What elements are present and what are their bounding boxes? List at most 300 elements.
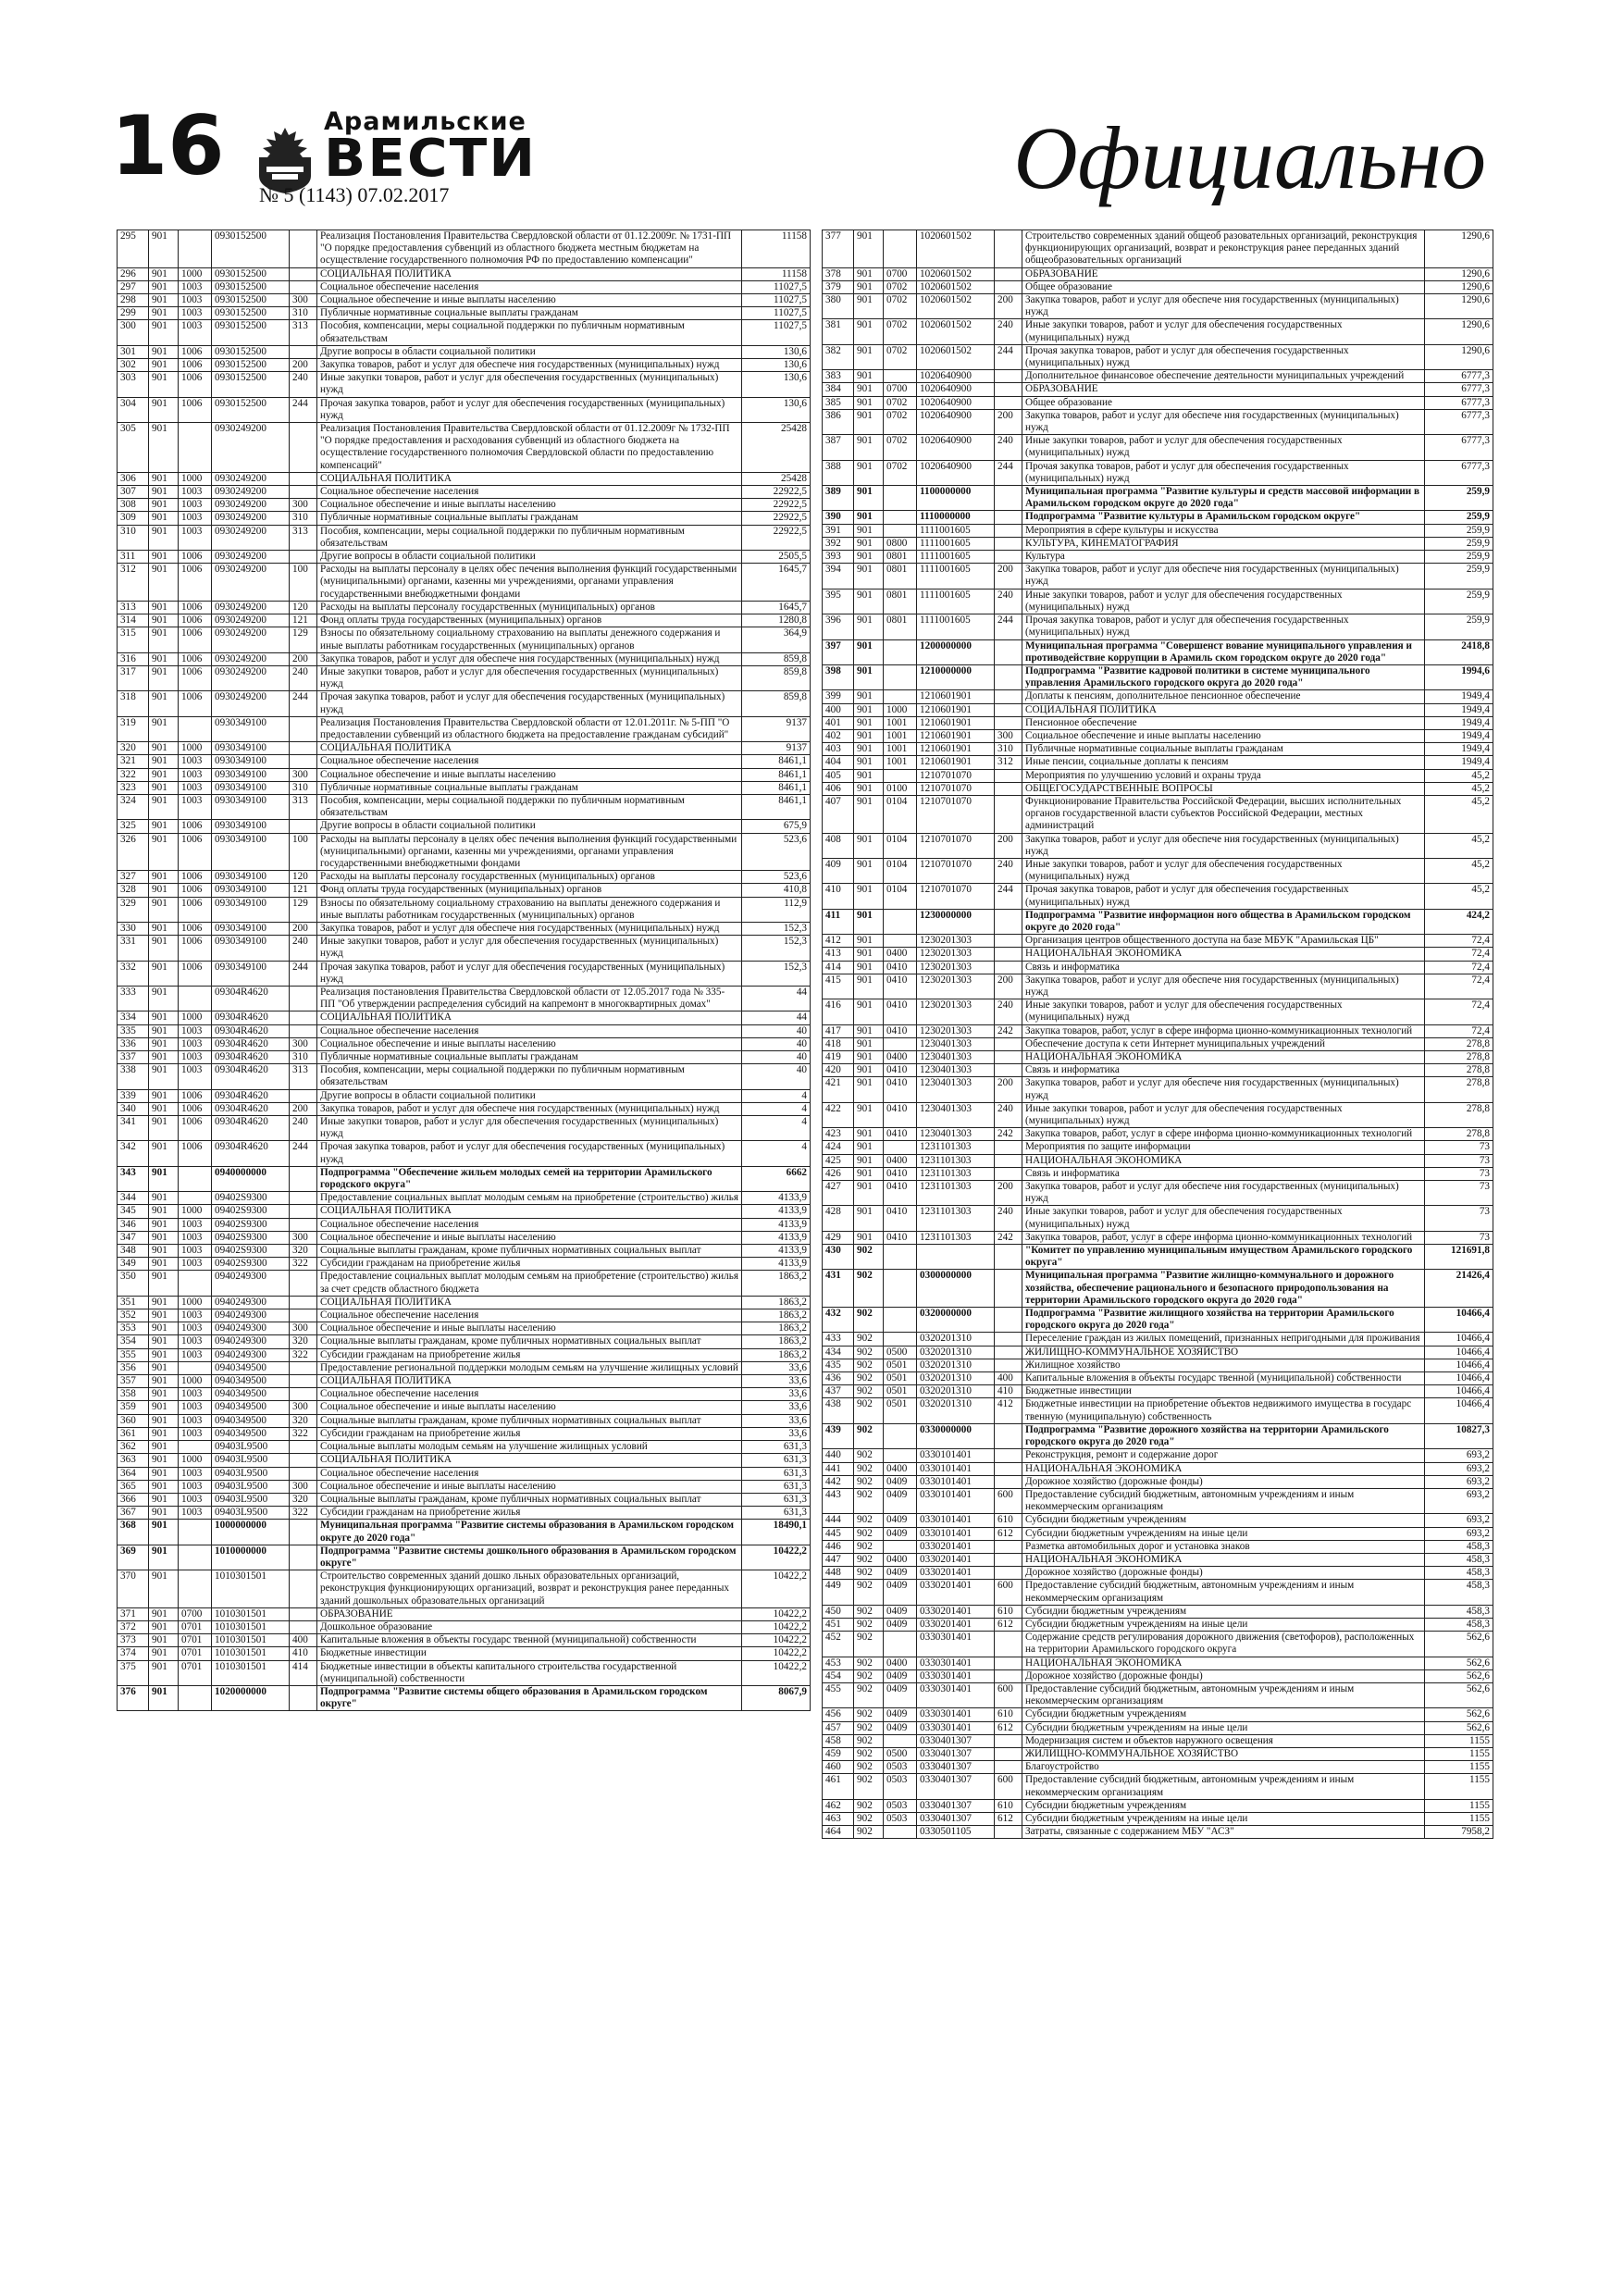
table-row bbox=[823, 564, 1493, 589]
row-number: 313 bbox=[118, 601, 149, 614]
amount: 8461,1 bbox=[742, 768, 811, 781]
expense-type-code: 242 bbox=[995, 1231, 1022, 1244]
amount: 33,6 bbox=[742, 1401, 811, 1414]
table-row bbox=[118, 372, 811, 397]
expense-type-code bbox=[290, 1454, 317, 1467]
section-code: 0701 bbox=[179, 1634, 212, 1647]
expense-name: СОЦИАЛЬНАЯ ПОЛИТИКА bbox=[317, 1296, 742, 1309]
section-code: 1006 bbox=[179, 820, 212, 833]
amount: 33,6 bbox=[742, 1375, 811, 1388]
expense-name: Капитальные вложения в объекты государс твенной (муниципальной) собственности bbox=[317, 1634, 742, 1647]
admin-code: 901 bbox=[854, 267, 884, 280]
expense-type-code: 242 bbox=[995, 1024, 1022, 1037]
expense-name: СОЦИАЛЬНАЯ ПОЛИТИКА bbox=[317, 1205, 742, 1218]
row-number: 382 bbox=[823, 344, 854, 369]
amount: 278,8 bbox=[1425, 1051, 1493, 1064]
expense-name: Предоставление субсидий бюджетным, автономным учреждениям и иным некоммерческим организациям bbox=[1022, 1580, 1425, 1605]
target-article-code: 0330101401 bbox=[917, 1527, 995, 1540]
expense-name: Бюджетные инвестиции в объекты капитального строительства государственной (муниципальной) собственности bbox=[317, 1660, 742, 1685]
amount: 693,2 bbox=[1425, 1475, 1493, 1488]
section-code: 0104 bbox=[884, 833, 917, 858]
admin-code: 901 bbox=[854, 396, 884, 409]
row-number: 450 bbox=[823, 1605, 854, 1618]
table-row bbox=[823, 909, 1493, 934]
amount: 4 bbox=[742, 1141, 811, 1166]
target-article-code: 0940349500 bbox=[212, 1388, 290, 1401]
expense-type-code bbox=[995, 1747, 1022, 1760]
section-code bbox=[884, 909, 917, 934]
admin-code: 901 bbox=[149, 294, 179, 307]
expense-name: Субсидии гражданам на приобретение жилья bbox=[317, 1348, 742, 1361]
section-code bbox=[179, 230, 212, 268]
amount: 45,2 bbox=[1425, 769, 1493, 782]
expense-name: Благоустройство bbox=[1022, 1761, 1425, 1774]
expense-type-code: 244 bbox=[995, 344, 1022, 369]
table-row bbox=[823, 1462, 1493, 1475]
admin-code: 901 bbox=[149, 986, 179, 1011]
admin-code: 901 bbox=[149, 665, 179, 690]
expense-type-code: 300 bbox=[290, 1480, 317, 1493]
target-article-code: 0330401307 bbox=[917, 1774, 995, 1799]
section-code: 0501 bbox=[884, 1385, 917, 1398]
section-code: 1000 bbox=[179, 1454, 212, 1467]
expense-type-code: 240 bbox=[995, 319, 1022, 344]
section-code: 1003 bbox=[179, 1480, 212, 1493]
table-row bbox=[118, 1322, 811, 1335]
target-article-code: 0930349100 bbox=[212, 755, 290, 768]
expense-name: Другие вопросы в области социальной политики bbox=[317, 1089, 742, 1102]
expense-type-code bbox=[290, 1024, 317, 1037]
amount: 1863,2 bbox=[742, 1309, 811, 1322]
section-code: 0409 bbox=[884, 1708, 917, 1721]
table-row bbox=[118, 1051, 811, 1064]
amount: 562,6 bbox=[1425, 1632, 1493, 1657]
admin-code: 902 bbox=[854, 1333, 884, 1346]
expense-name: Публичные нормативные социальные выплаты гражданам bbox=[317, 307, 742, 320]
admin-code: 902 bbox=[854, 1514, 884, 1527]
target-article-code: 1230401303 bbox=[917, 1077, 995, 1102]
expense-name: Закупка товаров, работ и услуг для обеспече ния государственных (муниципальных) нужд bbox=[1022, 409, 1425, 434]
row-number: 341 bbox=[118, 1116, 149, 1141]
expense-type-code bbox=[995, 1346, 1022, 1359]
expense-type-code bbox=[995, 1141, 1022, 1154]
amount: 45,2 bbox=[1425, 795, 1493, 833]
target-article-code: 1020640900 bbox=[917, 370, 995, 383]
table-row bbox=[823, 1423, 1493, 1448]
admin-code: 901 bbox=[854, 782, 884, 795]
expense-type-code bbox=[995, 1270, 1022, 1308]
target-article-code: 0930349100 bbox=[212, 922, 290, 935]
expense-name: "Комитет по управлению муниципальным имуществом Арамильского городского округа" bbox=[1022, 1245, 1425, 1270]
table-row bbox=[823, 267, 1493, 280]
target-article-code: 09402S9300 bbox=[212, 1258, 290, 1271]
target-article-code: 1210701070 bbox=[917, 858, 995, 883]
expense-name: Обеспечение доступа к сети Интернет муниципальных учреждений bbox=[1022, 1037, 1425, 1050]
expense-name: Социальные выплаты гражданам, кроме публичных нормативных социальных выплат bbox=[317, 1493, 742, 1506]
target-article-code: 1230401303 bbox=[917, 1128, 995, 1141]
section-code: 0409 bbox=[884, 1475, 917, 1488]
table-row bbox=[118, 294, 811, 307]
target-article-code: 0930249200 bbox=[212, 627, 290, 652]
section-code: 0702 bbox=[884, 280, 917, 293]
target-article-code: 0930249200 bbox=[212, 512, 290, 525]
table-row bbox=[118, 1102, 811, 1115]
section-code: 0410 bbox=[884, 1077, 917, 1102]
admin-code: 901 bbox=[149, 267, 179, 280]
section-code: 1001 bbox=[884, 716, 917, 729]
row-number: 418 bbox=[823, 1037, 854, 1050]
section-code: 1006 bbox=[179, 665, 212, 690]
table-row bbox=[118, 742, 811, 755]
row-number: 371 bbox=[118, 1607, 149, 1620]
expense-type-code: 240 bbox=[995, 858, 1022, 883]
section-code bbox=[884, 639, 917, 664]
expense-type-code bbox=[290, 1620, 317, 1633]
expense-type-code bbox=[995, 1308, 1022, 1333]
expense-type-code bbox=[995, 1826, 1022, 1839]
expense-name: Закупка товаров, работ и услуг для обеспече ния государственных (муниципальных) нужд bbox=[1022, 294, 1425, 319]
expense-name: Взносы по обязательному социальному страхованию на выплаты денежного содержания и иные выплаты работникам государственных (муниципальных) органов bbox=[317, 897, 742, 922]
admin-code: 901 bbox=[854, 1064, 884, 1077]
admin-code: 901 bbox=[854, 524, 884, 537]
target-article-code: 0940349500 bbox=[212, 1361, 290, 1374]
admin-code: 902 bbox=[854, 1567, 884, 1580]
section-code: 1003 bbox=[179, 768, 212, 781]
expense-type-code: 200 bbox=[995, 974, 1022, 999]
table-row bbox=[823, 435, 1493, 460]
target-article-code: 0930349100 bbox=[212, 716, 290, 741]
table-row bbox=[118, 359, 811, 372]
target-article-code: 1010301501 bbox=[212, 1647, 290, 1660]
target-article-code: 0320201310 bbox=[917, 1385, 995, 1398]
target-article-code: 1020601502 bbox=[917, 294, 995, 319]
expense-type-code: 244 bbox=[290, 961, 317, 986]
amount: 859,8 bbox=[742, 665, 811, 690]
expense-name: Дошкольное образование bbox=[317, 1620, 742, 1633]
amount: 152,3 bbox=[742, 922, 811, 935]
left-table-body bbox=[118, 230, 811, 1711]
expense-type-code bbox=[290, 1520, 317, 1545]
table-row bbox=[823, 537, 1493, 550]
expense-name: Социальное обеспечение населения bbox=[317, 1218, 742, 1231]
admin-code: 901 bbox=[854, 537, 884, 550]
table-row bbox=[823, 524, 1493, 537]
target-article-code: 0320201310 bbox=[917, 1333, 995, 1346]
target-article-code: 1010000000 bbox=[212, 1545, 290, 1570]
admin-code: 901 bbox=[149, 1401, 179, 1414]
expense-type-code: 410 bbox=[995, 1385, 1022, 1398]
amount: 10466,4 bbox=[1425, 1359, 1493, 1371]
row-number: 388 bbox=[823, 460, 854, 485]
row-number: 297 bbox=[118, 280, 149, 293]
expense-name: Социальное обеспечение и иные выплаты населению bbox=[317, 1037, 742, 1050]
expense-name: ОБРАЗОВАНИЕ bbox=[1022, 267, 1425, 280]
table-row bbox=[823, 1077, 1493, 1102]
amount: 259,9 bbox=[1425, 537, 1493, 550]
row-number: 391 bbox=[823, 524, 854, 537]
amount: 11027,5 bbox=[742, 280, 811, 293]
section-code: 1000 bbox=[179, 267, 212, 280]
table-row bbox=[823, 280, 1493, 293]
section-code: 1006 bbox=[179, 345, 212, 358]
target-article-code: 0930249200 bbox=[212, 472, 290, 485]
expense-name: Социальное обеспечение населения bbox=[317, 280, 742, 293]
amount: 1155 bbox=[1425, 1734, 1493, 1747]
expense-name: Социальное обеспечение и иные выплаты населению bbox=[317, 1322, 742, 1335]
target-article-code: 1111001605 bbox=[917, 551, 995, 564]
section-code: 1003 bbox=[179, 1309, 212, 1322]
section-code: 1003 bbox=[179, 1388, 212, 1401]
admin-code: 902 bbox=[854, 1385, 884, 1398]
row-number: 324 bbox=[118, 794, 149, 819]
amount: 631,3 bbox=[742, 1507, 811, 1520]
table-row bbox=[118, 614, 811, 627]
target-article-code: 0930152500 bbox=[212, 372, 290, 397]
amount: 10422,2 bbox=[742, 1570, 811, 1608]
target-article-code: 0330201401 bbox=[917, 1605, 995, 1618]
target-article-code: 0940249300 bbox=[212, 1322, 290, 1335]
amount: 1290,6 bbox=[1425, 230, 1493, 268]
expense-name: СОЦИАЛЬНАЯ ПОЛИТИКА bbox=[317, 742, 742, 755]
table-row bbox=[823, 511, 1493, 524]
admin-code: 901 bbox=[149, 1258, 179, 1271]
expense-name: Закупка товаров, работ и услуг для обеспече ния государственных (муниципальных) нужд bbox=[317, 652, 742, 665]
expense-type-code: 310 bbox=[290, 307, 317, 320]
table-row bbox=[823, 703, 1493, 716]
expense-name: Связь и информатика bbox=[1022, 1064, 1425, 1077]
expense-type-code: 120 bbox=[290, 601, 317, 614]
issue-info: № 5 (1143) 07.02.2017 bbox=[259, 183, 450, 206]
row-number: 314 bbox=[118, 614, 149, 627]
page-number: 16 bbox=[111, 98, 225, 193]
expense-name: Муниципальная программа "Совершенст вование муниципального управления и противодействие коррупции в Арамиль ском городском округе до 2020 года" bbox=[1022, 639, 1425, 664]
admin-code: 901 bbox=[854, 319, 884, 344]
admin-code: 902 bbox=[854, 1605, 884, 1618]
row-number: 415 bbox=[823, 974, 854, 999]
row-number: 347 bbox=[118, 1231, 149, 1244]
section-code bbox=[884, 1826, 917, 1839]
admin-code: 901 bbox=[149, 397, 179, 422]
admin-code: 901 bbox=[149, 1322, 179, 1335]
expense-type-code: 320 bbox=[290, 1414, 317, 1427]
expense-type-code bbox=[995, 1761, 1022, 1774]
section-code bbox=[884, 1734, 917, 1747]
row-number: 335 bbox=[118, 1024, 149, 1037]
admin-code: 901 bbox=[149, 320, 179, 345]
expense-type-code: 200 bbox=[995, 1077, 1022, 1102]
table-row bbox=[118, 871, 811, 884]
expense-name: СОЦИАЛЬНАЯ ПОЛИТИКА bbox=[1022, 703, 1425, 716]
target-article-code: 1020640900 bbox=[917, 383, 995, 396]
section-code: 0400 bbox=[884, 1553, 917, 1566]
row-number: 404 bbox=[823, 756, 854, 769]
admin-code: 902 bbox=[854, 1774, 884, 1799]
target-article-code: 1020601502 bbox=[917, 267, 995, 280]
table-row bbox=[118, 1401, 811, 1414]
section-code: 1003 bbox=[179, 1427, 212, 1440]
target-article-code: 09403L9500 bbox=[212, 1507, 290, 1520]
amount: 45,2 bbox=[1425, 858, 1493, 883]
row-number: 308 bbox=[118, 499, 149, 512]
expense-name: Подпрограмма "Развитие жилищного хозяйства на территории Арамильского городского округа до 2020 года" bbox=[1022, 1308, 1425, 1333]
section-code: 1006 bbox=[179, 397, 212, 422]
row-number: 440 bbox=[823, 1449, 854, 1462]
target-article-code: 09304R4620 bbox=[212, 1064, 290, 1089]
section-code: 0701 bbox=[179, 1647, 212, 1660]
expense-name: Подпрограмма "Развитие культуры в Арамильском городском округе" bbox=[1022, 511, 1425, 524]
admin-code: 901 bbox=[149, 359, 179, 372]
expense-type-code bbox=[290, 551, 317, 564]
target-article-code: 0330401307 bbox=[917, 1799, 995, 1812]
expense-type-code bbox=[995, 769, 1022, 782]
section-code: 1003 bbox=[179, 1322, 212, 1335]
row-number: 459 bbox=[823, 1747, 854, 1760]
section-code: 0400 bbox=[884, 1462, 917, 1475]
section-code: 0503 bbox=[884, 1799, 917, 1812]
admin-code: 901 bbox=[149, 1361, 179, 1374]
row-number: 337 bbox=[118, 1051, 149, 1064]
amount: 73 bbox=[1425, 1231, 1493, 1244]
amount: 25428 bbox=[742, 423, 811, 473]
amount: 693,2 bbox=[1425, 1462, 1493, 1475]
section-code: 1003 bbox=[179, 525, 212, 550]
section-code: 1003 bbox=[179, 1467, 212, 1480]
admin-code: 901 bbox=[149, 1166, 179, 1191]
row-number: 452 bbox=[823, 1632, 854, 1657]
amount: 364,9 bbox=[742, 627, 811, 652]
amount: 1155 bbox=[1425, 1747, 1493, 1760]
table-row bbox=[118, 320, 811, 345]
table-row bbox=[823, 1774, 1493, 1799]
expense-type-code bbox=[290, 1570, 317, 1608]
table-row bbox=[823, 1449, 1493, 1462]
row-number: 315 bbox=[118, 627, 149, 652]
admin-code: 901 bbox=[149, 423, 179, 473]
expense-type-code bbox=[995, 1632, 1022, 1657]
section-code: 1006 bbox=[179, 833, 212, 871]
target-article-code: 0330101401 bbox=[917, 1475, 995, 1488]
target-article-code: 09304R4620 bbox=[212, 1051, 290, 1064]
table-row bbox=[118, 1480, 811, 1493]
expense-name: Публичные нормативные социальные выплаты гражданам bbox=[317, 781, 742, 794]
section-code: 0500 bbox=[884, 1747, 917, 1760]
row-number: 353 bbox=[118, 1322, 149, 1335]
row-number: 334 bbox=[118, 1011, 149, 1024]
expense-name: НАЦИОНАЛЬНАЯ ЭКОНОМИКА bbox=[1022, 948, 1425, 961]
admin-code: 901 bbox=[149, 1493, 179, 1506]
expense-name: Субсидии гражданам на приобретение жилья bbox=[317, 1258, 742, 1271]
section-code: 0702 bbox=[884, 435, 917, 460]
row-number: 319 bbox=[118, 716, 149, 741]
expense-type-code bbox=[290, 345, 317, 358]
row-number: 397 bbox=[823, 639, 854, 664]
section-code bbox=[884, 524, 917, 537]
row-number: 350 bbox=[118, 1271, 149, 1296]
section-code: 0410 bbox=[884, 1102, 917, 1127]
section-code: 0410 bbox=[884, 1128, 917, 1141]
expense-type-code bbox=[995, 524, 1022, 537]
amount: 73 bbox=[1425, 1141, 1493, 1154]
row-number: 354 bbox=[118, 1335, 149, 1348]
admin-code: 901 bbox=[149, 1348, 179, 1361]
admin-code: 902 bbox=[854, 1812, 884, 1825]
admin-code: 901 bbox=[149, 280, 179, 293]
target-article-code: 0940000000 bbox=[212, 1166, 290, 1191]
row-number: 323 bbox=[118, 781, 149, 794]
section-code: 1003 bbox=[179, 1051, 212, 1064]
section-code bbox=[179, 1166, 212, 1191]
table-row bbox=[823, 1346, 1493, 1359]
target-article-code: 1020601502 bbox=[917, 344, 995, 369]
admin-code: 901 bbox=[854, 1181, 884, 1206]
row-number: 439 bbox=[823, 1423, 854, 1448]
row-number: 364 bbox=[118, 1467, 149, 1480]
row-number: 425 bbox=[823, 1154, 854, 1167]
expense-name: Реконструкция, ремонт и содержание дорог bbox=[1022, 1449, 1425, 1462]
target-article-code: 0930249200 bbox=[212, 525, 290, 550]
amount: 11027,5 bbox=[742, 294, 811, 307]
target-article-code: 1111001605 bbox=[917, 589, 995, 614]
section-code: 0700 bbox=[884, 267, 917, 280]
table-row bbox=[823, 974, 1493, 999]
admin-code: 901 bbox=[149, 1607, 179, 1620]
amount: 40 bbox=[742, 1024, 811, 1037]
expense-type-code: 200 bbox=[995, 409, 1022, 434]
section-code bbox=[884, 1308, 917, 1333]
expense-name: Закупка товаров, работ и услуг для обеспече ния государственных (муниципальных) нужд bbox=[1022, 564, 1425, 589]
row-number: 312 bbox=[118, 564, 149, 602]
admin-code: 901 bbox=[854, 716, 884, 729]
expense-name: СОЦИАЛЬНАЯ ПОЛИТИКА bbox=[317, 1454, 742, 1467]
table-row bbox=[118, 1348, 811, 1361]
expense-name: Доплаты к пенсиям, дополнительное пенсионное обеспечение bbox=[1022, 690, 1425, 703]
expense-name: Прочая закупка товаров, работ и услуг для обеспечения государственных (муниципальных) нужд bbox=[1022, 344, 1425, 369]
budget-table-left bbox=[117, 230, 811, 1711]
row-number: 386 bbox=[823, 409, 854, 434]
row-number: 451 bbox=[823, 1618, 854, 1631]
table-row bbox=[823, 1514, 1493, 1527]
admin-code: 902 bbox=[854, 1346, 884, 1359]
amount: 4133,9 bbox=[742, 1258, 811, 1271]
expense-name: ОБЩЕГОСУДАРСТВЕННЫЕ ВОПРОСЫ bbox=[1022, 782, 1425, 795]
section-code: 0100 bbox=[884, 782, 917, 795]
row-number: 417 bbox=[823, 1024, 854, 1037]
admin-code: 902 bbox=[854, 1734, 884, 1747]
expense-type-code bbox=[995, 639, 1022, 664]
section-code bbox=[179, 1570, 212, 1608]
table-row bbox=[118, 267, 811, 280]
section-code: 1006 bbox=[179, 922, 212, 935]
admin-code: 901 bbox=[149, 230, 179, 268]
amount: 1645,7 bbox=[742, 564, 811, 602]
table-row bbox=[823, 1799, 1493, 1812]
admin-code: 901 bbox=[854, 1037, 884, 1050]
admin-code: 901 bbox=[854, 614, 884, 639]
amount: 6777,3 bbox=[1425, 396, 1493, 409]
row-number: 456 bbox=[823, 1708, 854, 1721]
section-code: 1000 bbox=[179, 1296, 212, 1309]
row-number: 332 bbox=[118, 961, 149, 986]
row-number: 296 bbox=[118, 267, 149, 280]
amount: 45,2 bbox=[1425, 782, 1493, 795]
target-article-code: 1010301501 bbox=[212, 1634, 290, 1647]
table-row bbox=[823, 1488, 1493, 1513]
row-number: 433 bbox=[823, 1333, 854, 1346]
section-code: 0410 bbox=[884, 1231, 917, 1244]
admin-code: 901 bbox=[854, 344, 884, 369]
expense-type-code bbox=[995, 909, 1022, 934]
expense-type-code: 313 bbox=[290, 525, 317, 550]
